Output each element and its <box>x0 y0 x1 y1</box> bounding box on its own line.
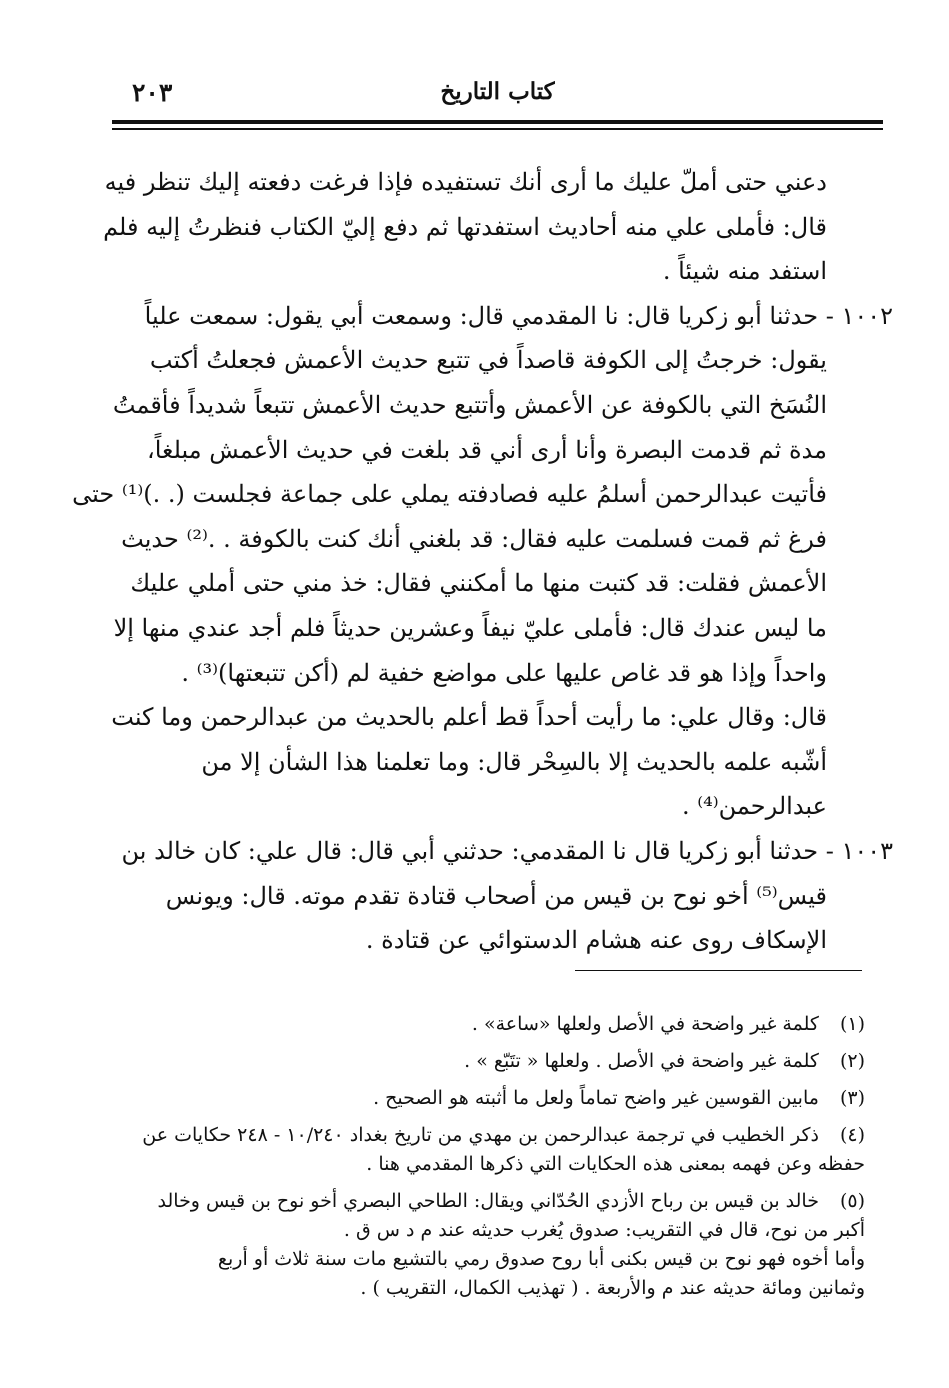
footnote-text: أكبر من نوح، قال في التقريب: صدوق يُغرب حديثه عند م د س ق . <box>343 1219 865 1241</box>
text-line: الأعمش فقلت: قد كتبت منها ما أمكنني فقال: خذ مني حتى أملي عليك <box>130 569 827 598</box>
footnote-text: كلمة غير واضحة في الأصل ولعلها «ساعة» . <box>471 1013 819 1035</box>
footnote-text: حفظه وعن فهمه بمعنى هذه الحكايات التي ذكرها المقدمي هنا . <box>366 1153 865 1175</box>
body-text <box>72 160 893 963</box>
footnote-text: ذكر الخطيب في ترجمة عبدالرحمن بن مهدي من تاريخ بغداد ١٠/٢٤٠ - ٢٤٨ حكايات عن <box>142 1124 819 1146</box>
text-line: ما ليس عندك قال: فأملى عليّ نيفاً وعشرين حديثاً فلم أجد عندي منها إلا <box>113 613 827 642</box>
text-line: قال: وقال علي: ما رأيت أحداً قط أعلم بالحديث من عبدالرحمن وما كنت <box>111 703 827 732</box>
footnote-marker: (٢) <box>839 1050 865 1072</box>
running-title: كتاب التاريخ <box>440 78 555 105</box>
footnote-text: خالد بن قيس بن رباح الأزدي الحُدّاني ويقال: الطاحي البصري أخو نوح بن قيس وخالد <box>157 1190 819 1212</box>
footnote-marker: (٣) <box>839 1087 865 1109</box>
footnote-marker: (١) <box>839 1013 865 1035</box>
footnote-text: كلمة غير واضحة في الأصل . ولعلها « تتَبّع » . <box>464 1050 819 1072</box>
text-line: مدة ثم قدمت البصرة وأنا أرى أني قد بلغت في حديث الأعمش مبلغاً، <box>146 435 827 464</box>
text-line: قال: فأملى علي منه أحاديث استفدتها ثم دفع إليّ الكتاب فنظرتُ إليه فلم <box>103 212 827 241</box>
hadith-1003-line: ١٠٠٣ - حدثنا أبو زكريا قال نا المقدمي: حدثني أبي قال: قال علي: كان خالد بن <box>121 836 893 865</box>
text-line: عبدالرحمن⁽⁴⁾ . <box>681 792 827 821</box>
footnote-text: مابين القوسين غير واضح تماماً ولعل ما أثبته هو الصحيح . <box>373 1087 819 1109</box>
header-rule-thick <box>112 120 883 124</box>
hadith-1002-line: ١٠٠٢ - حدثنا أبو زكريا قال: نا المقدمي قال: وسمعت أبي يقول: سمعت علياً <box>144 301 893 330</box>
footnote-marker: (٤) <box>839 1124 865 1146</box>
footnote-marker: (٥) <box>839 1190 865 1212</box>
text-line: الإسكاف روى عنه هشام الدستوائي عن قتادة . <box>365 926 827 955</box>
footnote-1 <box>104 1010 865 1039</box>
footnote-3 <box>104 1084 865 1113</box>
text-line: قيس⁽⁵⁾ أخو نوح بن قيس من أصحاب قتادة تقدم موته. قال: ويونس <box>165 881 827 910</box>
text-line: أشّبه علمه بالحديث إلا بالسِحْر قال: وما تعلمنا هذا الشأن إلا من <box>201 747 827 776</box>
text-line: يقول: خرجتُ إلى الكوفة قاصداً في تتبع حديث الأعمش فجعلتُ أكتب <box>149 346 827 375</box>
footnote-4 <box>104 1121 865 1179</box>
page-header <box>112 78 883 118</box>
page-number: ٢٠٣ <box>132 78 173 107</box>
footnote-5 <box>104 1187 865 1303</box>
header-rule-thin <box>112 128 883 130</box>
text-line: النُسَخ التي بالكوفة عن الأعمش وأتتبع حديث الأعمش تتبعاً شديداً فأقمتُ <box>112 390 827 419</box>
footnote-2 <box>104 1047 865 1076</box>
text-line: فرغ ثم قمت فسلمت عليه فقال: قد بلغني أنك كنت بالكوفة . .⁽²⁾ حديث <box>121 524 827 553</box>
footnotes <box>104 1010 865 1311</box>
text-line: فأتيت عبدالرحمن أسلمُ عليه فصادفته يملي على جماعة فجلست (. .)⁽¹⁾ حتى <box>72 480 827 509</box>
text-line: واحداً وإذا هو قد غاص عليها على مواضع خفية لم (أكن تتبعتها)⁽³⁾ . <box>181 658 827 687</box>
footnote-text: وثمانين ومائة حديثه عند م والأربعة . ( تهذيب الكمال، التقريب ) . <box>360 1277 865 1299</box>
footnote-separator <box>575 970 862 971</box>
footnote-text: وأما أخوه فهو نوح بن قيس بكنى أبا روح صدوق رمي بالتشيع مات سنة ثلاث أو أربع <box>217 1248 865 1270</box>
text-line: استفد منه شيئاً . <box>662 257 827 286</box>
text-line: دعني حتى أملّ عليك ما أرى أنك تستفيده فإذا فرغت دفعته إليك تنظر فيه <box>104 168 827 196</box>
